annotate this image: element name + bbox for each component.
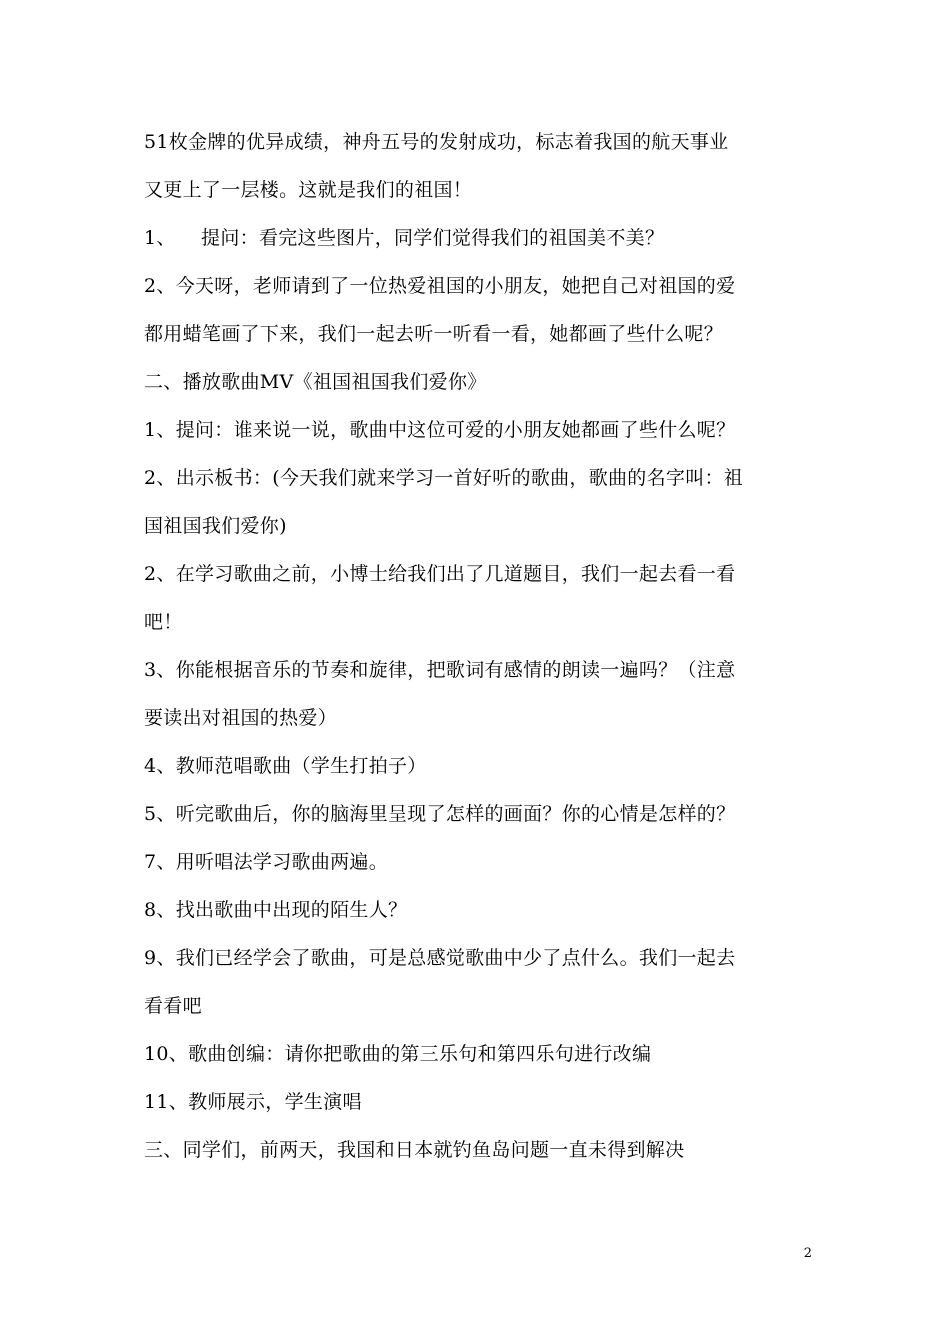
- text-line-10: 2、在学习歌曲之前，小博士给我们出了几道题目，我们一起去看一看: [144, 563, 736, 585]
- text-line-6: 二、播放歌曲MV《祖国祖国我们爱你》: [144, 371, 487, 393]
- text-line-17: 8、找出歌曲中出现的陌生人？: [144, 899, 408, 921]
- text-line-18: 9、我们已经学会了歌曲，可是总感觉歌曲中少了点什么。我们一起去: [144, 947, 736, 969]
- text-line-4: 2、今天呀，老师请到了一位热爱祖国的小朋友，她把自己对祖国的爱: [144, 275, 736, 297]
- text-line-13: 要读出对祖国的热爱）: [144, 707, 338, 729]
- text-line-8: 2、出示板书：(今天我们就来学习一首好听的歌曲，歌曲的名字叫：祖: [144, 467, 744, 489]
- text-line-3: 1、 提问：看完这些图片，同学们觉得我们的祖国美不美？: [144, 227, 665, 249]
- text-line-20: 10、歌曲创编：请你把歌曲的第三乐句和第四乐句进行改编: [144, 1043, 652, 1065]
- text-line-7: 1、提问：谁来说一说，歌曲中这位可爱的小朋友她都画了些什么呢？: [144, 419, 736, 441]
- text-line-16: 7、用听唱法学习歌曲两遍。: [144, 851, 388, 873]
- text-line-9: 国祖国我们爱你): [144, 515, 287, 537]
- text-line-2: 又更上了一层楼。这就是我们的祖国！: [144, 179, 473, 201]
- text-line-1: 51枚金牌的优异成绩，神舟五号的发射成功，标志着我国的航天事业: [144, 131, 729, 153]
- body-text: [144, 118, 820, 1174]
- text-line-15: 5、听完歌曲后，你的脑海里呈现了怎样的画面？你的心情是怎样的？: [144, 803, 736, 825]
- text-line-19: 看看吧: [144, 995, 202, 1017]
- text-line-22: 三、同学们，前两天，我国和日本就钓鱼岛问题一直未得到解决: [144, 1139, 685, 1161]
- text-line-11: 吧！: [144, 611, 183, 633]
- page-number: 2: [803, 1246, 812, 1261]
- text-line-5: 都用蜡笔画了下来，我们一起去听一听看一看，她都画了些什么呢？: [144, 323, 724, 345]
- text-line-21: 11、教师展示，学生演唱: [144, 1091, 362, 1113]
- text-line-14: 4、教师范唱歌曲（学生打拍子）: [144, 755, 427, 777]
- text-line-12: 3、你能根据音乐的节奏和旋律，把歌词有感情的朗读一遍吗？（注意: [144, 659, 736, 681]
